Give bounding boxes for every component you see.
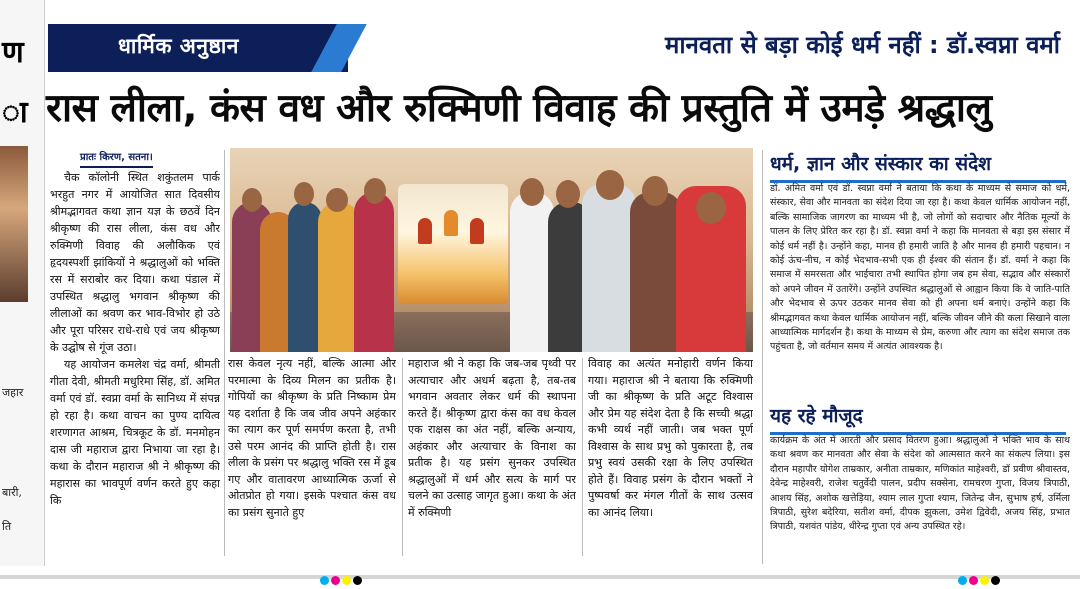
category-tag <box>48 24 348 72</box>
article-paragraph: चैक कॉलोनी स्थित शकुंतलम पार्क भरहुत नगर में आयोजित सात दिवसीय श्रीमद्भागवत कथा ज्ञान यज्ञ के छठवें दिन श्रीकृष्ण की रास लीला, कंस वध और रुक्मिणी विवाह की अलौकिक एवं हृदयस्पर्शी झांकियों ने श्रद्धालुओं को भक्ति रस में सराबोर कर दिया। कथा पंडाल में उपस्थित श्रद्धालु भगवान श्रीकृष्ण की लीलाओं का श्रवण कर भाव-विभोर हो उठे और पूरा परिसर राधे-राधे एवं जय श्रीकृष्ण के उद्घोष से गूंज उठा। <box>50 171 220 354</box>
category-label: धार्मिक अनुष्ठान <box>118 34 239 58</box>
sidebar-text-attendees: कार्यक्रम के अंत में आरती और प्रसाद वितरण हुआ। श्रद्धालुओं ने भक्ति भाव के साथ कथा श्रवण कर मानवता और सेवा के संदेश को आत्मसात करने का संकल्प लिया। इस दौरान महापौर योगेश ताम्रकार, अनीता ताम्रकार, मणिकांत माहेश्वरी, डॉ प्रवीण श्रीवास्तव, देवेन्द्र माहेश्वरी, राजेश चतुर्वेदी पालन, प्रदीप सक्सेना, रामचरण गुप्ता, विजय त्रिपाठी, आशय सिंह, अशोक खत्तेड़िया, श्याम लाल गुप्ता श्याम, जितेन्द्र जैन, सुभाष हर्ष, उर्मिला त्रिपाठी, सुरेश बदेरिया, सतीश वर्मा, दीपक झुकला, उमेश द्विवेदी, अजय सिंह, प्रभात त्रिपाठी, यशवंत पांडेय, धीरेन्द्र गुप्ता एवं अन्य उपस्थित रहे। <box>770 435 1070 533</box>
adjacent-text-fragment: ति <box>2 520 12 533</box>
adjacent-headline-char-1: ण <box>2 35 24 70</box>
article-paragraph: यह आयोजन कमलेश चंद्र वर्मा, श्रीमती गीता देवी, श्रीमती मधुरिमा सिंह, डॉ. अमित वर्मा एवं डॉ. स्वप्ना वर्मा के सानिध्य में संपन्न हो रहा है। कथा वाचन का पुण्य दायित्व शरणागत आश्रम, चित्रकूट के डॉ. मनमोहन दास जी महाराज द्वारा निभाया जा रहा है। कथा के दौरान महाराज श्री ने श्रीकृष्ण की महारास का भावपूर्ण वर्णन करते हुए कहा कि <box>50 358 220 507</box>
column-divider <box>762 150 763 564</box>
adjacent-text-fragment: जहार <box>2 386 24 399</box>
article-column-3: महाराज श्री ने कहा कि जब-जब पृथ्वी पर अत्याचार और अधर्म बढ़ता है, तब-तब भगवान अवतार लेकर धर्म की स्थापना करते हैं। श्रीकृष्ण द्वारा कंस का वध केवल एक राक्षस का अंत नहीं, बल्कि अन्याय, अहंकार और अत्याचार के विनाश का प्रतीक है। यह प्रसंग सुनकर उपस्थित श्रद्धालुओं में धर्म और सत्य के मार्ग पर चलने का उत्साह जागृत हुआ। कथा के अंत में रुक्मिणी <box>408 357 576 519</box>
sidebar-text-message: डॉ. अमित वर्मा एवं डॉ. स्वप्ना वर्मा ने बताया कि कथा के माध्यम से समाज को धर्म, संस्कार, सेवा और मानवता का संदेश दिया जा रहा है। कथा केवल धार्मिक आयोजन नहीं, बल्कि सामाजिक जागरण का माध्यम भी है, जो लोगों को सदाचार और नैतिक मूल्यों के पालन के लिए प्रेरित कर रहा है। डॉ. स्वप्ना वर्मा ने कहा कि मानवता से बड़ा इस संसार में कोई धर्म नहीं है। उन्होंने कहा, मानव ही हमारी जाति है और मानव ही हमारी पहचान। न कोई ऊंच-नीच, न कोई भेदभाव-सभी एक ही ईश्वर की संतान हैं। डॉ. वर्मा ने कहा कि समाज में समरसता और भाईचारा तभी स्थापित होगा जब हम सेवा, सद्भाव और संस्कारों को अपने जीवन में उतारेंगे। उन्होंने उपस्थित श्रद्धालुओं से आह्वान किया कि वे जाति-पाति और भेदभाव से ऊपर उठकर मानव सेवा को ही अपना धर्म बनाएं। उन्होंने कहा कि श्रीमद्भागवत कथा केवल धार्मिक आयोजन नहीं, बल्कि जीवन जीने की कला सिखाने वाला आध्यात्मिक मार्गदर्शन है। कथा के माध्यम से प्रेम, करुणा और त्याग का संदेश समाज तक पहुंचता है, जो वर्तमान समय में अत्यंत आवश्यक है। <box>770 183 1070 353</box>
main-headline: रास लीला, कंस वध और रुक्मिणी विवाह की प्रस्तुति में उमड़े श्रद्धालु <box>46 86 992 131</box>
adjacent-article-strip <box>0 0 45 588</box>
sidebar-heading-attendees: यह रहे मौजूद <box>770 402 1066 435</box>
article-column-4: विवाह का अत्यंत मनोहारी वर्णन किया गया। महाराज श्री ने बताया कि रुक्मिणी जी का श्रीकृष्ण के प्रति अटूट विश्वास और प्रेम यह संदेश देता है कि सच्ची श्रद्धा कभी व्यर्थ नहीं जाती। जब भक्त पूर्ण विश्वास के साथ प्रभु को पुकारता है, तब प्रभु स्वयं उसकी रक्षा के लिए उपस्थित होते हैं। विवाह प्रसंग के दौरान भक्तों ने पुष्पवर्षा कर मंगल गीतों के साथ उत्सव का आनंद लिया। <box>588 357 753 519</box>
cmyk-marks <box>958 570 1002 584</box>
column-divider <box>402 358 403 556</box>
column-divider <box>582 358 583 556</box>
cmyk-marks <box>320 570 364 584</box>
kicker-headline: मानवता से बड़ा कोई धर्म नहीं : डॉ.स्वप्ना वर्मा <box>664 31 1060 59</box>
article-column-1 <box>50 148 220 556</box>
adjacent-headline-char-2: ा <box>2 95 28 130</box>
altar <box>398 184 508 304</box>
adjacent-text-fragment: बारी, <box>2 486 22 499</box>
article-column-2: रास केवल नृत्य नहीं, बल्कि आत्मा और परमात्मा के दिव्य मिलन का प्रतीक है। गोपियों का श्रीकृष्ण के प्रति निष्काम प्रेम यह दर्शाता है कि जब जीव अपने अहंकार का त्याग कर पूर्ण समर्पण करता है, तभी उसे परम आनंद की प्राप्ति होती है। रास लीला के प्रसंग पर श्रद्धालु भक्ति रस में डूब गए और वातावरण आध्यात्मिक ऊर्जा से ओतप्रोत हो गया। इसके पश्चात कंस वध का प्रसंग सुनाते हुए <box>228 357 396 519</box>
adjacent-photo <box>0 146 28 302</box>
sidebar-heading-message: धर्म, ज्ञान और संस्कार का संदेश <box>770 150 1066 183</box>
dateline: प्रातः किरण, सतना। <box>80 149 153 168</box>
print-registration-bar <box>0 566 1080 588</box>
group-photo <box>230 148 753 352</box>
column-divider <box>224 150 225 556</box>
